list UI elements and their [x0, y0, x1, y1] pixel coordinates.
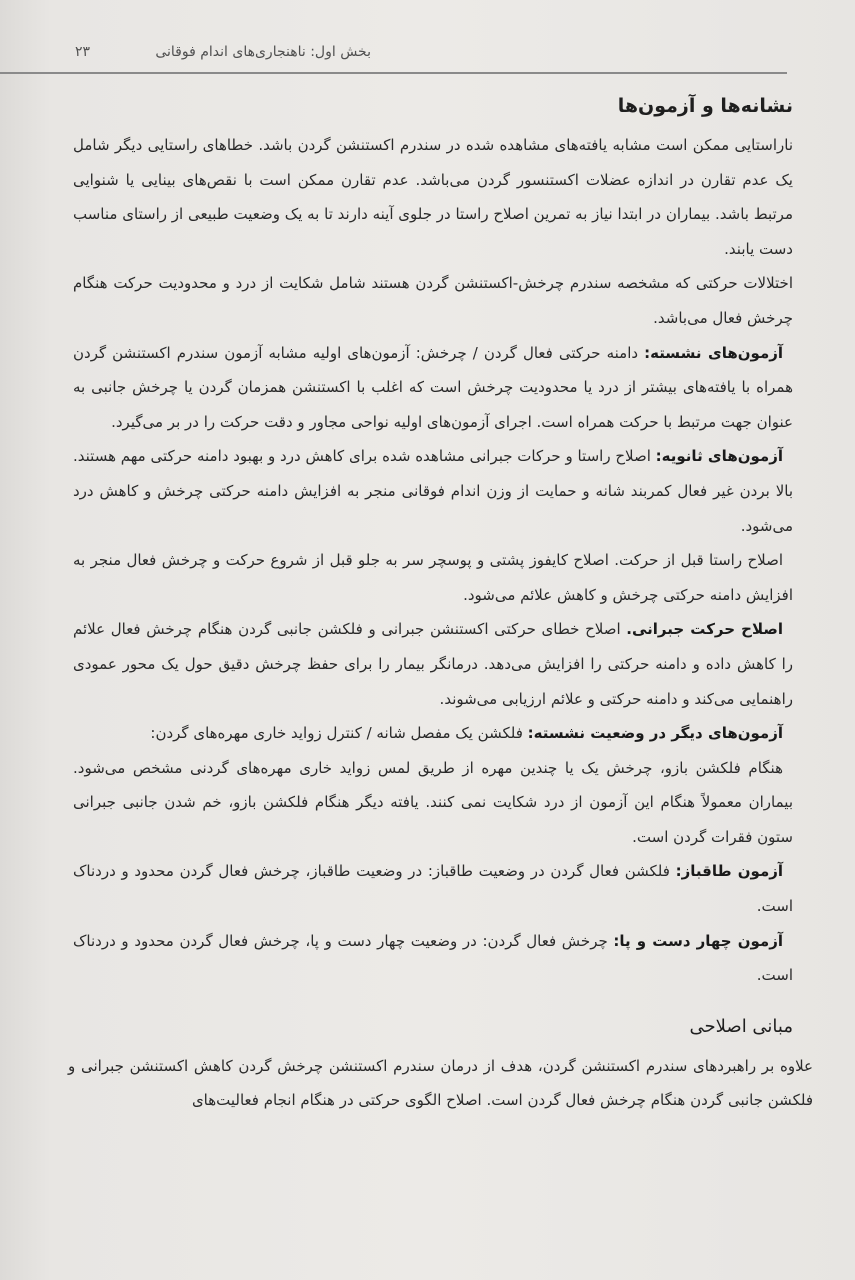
term-supine-test: آزمون طاقباز:: [675, 862, 784, 881]
paragraph-corrective-principles: علاوه بر راهبردهای سندرم اکستنشن گردن، هدف از درمان سندرم اکستنشن چرخش گردن کاهش اکستنشن جبرانی و فلکشن جانبی گردن هنگام چرخش فعال گردن است. اصلاح الگوی حرکتی در هنگام انجام فعالیت‌های: [68, 1056, 813, 1110]
text-sitting-tests: دامنه حرکتی فعال گردن / چرخش: آزمون‌های اولیه مشابه آزمون سندرم اکستنشن گردن همراه با یافته‌های بیشتر از درد یا محدودیت چرخش است که اغلب با اکستنشن همزمان گردن یا چرخش جانبی به عنوان جهت مرتبط با حرکت همراه است. اجرای آزمون‌های اولیه نواحی مجاور و دقت حرکت را در بر می‌گیرد.: [73, 343, 793, 431]
text-supine-test: فلکشن فعال گردن در وضعیت طاقباز: در وضعیت طاقباز، چرخش فعال گردن محدود و دردناک است.: [73, 862, 793, 916]
section-title: بخش اول: ناهنجاری‌های اندام فوقانی: [155, 44, 371, 60]
text-secondary-tests: اصلاح راستا و حرکات جبرانی مشاهده شده برای کاهش درد و بهبود دامنه حرکتی مهم هستند. بالا بردن غیر فعال کمربند شانه و حمایت از وزن اندام فوقانی منجر به افزایش دامنه حرکتی چرخش و کاهش درد می‌شود.: [73, 447, 793, 535]
term-compensatory-movement: اصلاح حرکت جبرانی.: [626, 620, 784, 639]
paragraph-movement-impairments: اختلالات حرکتی که مشخصه سندرم چرخش-اکستنشن گردن هستند شامل شکایت از درد و محدودیت حرکت هنگام چرخش فعال می‌باشد.: [73, 274, 793, 327]
paragraph-malalignment: ناراستایی ممکن است مشابه یافته‌های مشاهده شده در سندرم اکستنشن گردن باشد. خطاهای راستایی دیگر شامل یک عدم تقارن در اندازه عضلات اکستنسور گردن می‌باشد. عدم تقارن ممکن است با نقص‌های بینایی یا شنوایی مرتبط باشد. بیماران در ابتدا نیاز به تمرین اصلاح راستا در جلوی آینه دارند تا به یک وضعیت طبیعی از راستای مناسب دست یابند.: [73, 136, 793, 258]
term-sitting-tests: آزمون‌های نشسته:: [644, 343, 784, 362]
text-other-sitting-tests: فلکشن یک مفصل شانه / کنترل زواید خاری مهره‌های گردن:: [150, 724, 528, 743]
header-divider: [0, 72, 787, 74]
paragraph-quadruped-test: [73, 924, 793, 993]
text-quadruped-test: چرخش فعال گردن: در وضعیت چهار دست و پا، چرخش فعال گردن محدود و دردناک است.: [73, 931, 793, 985]
heading-corrective-principles: مبانی اصلاحی: [689, 1015, 793, 1037]
term-quadruped-test: آزمون چهار دست و پا:: [613, 931, 783, 950]
paragraph-supine-test: [73, 854, 793, 923]
paragraph-sitting-tests: [73, 336, 793, 440]
paragraph-compensatory-movement: [73, 612, 793, 716]
term-other-sitting-tests: آزمون‌های دیگر در وضعیت نشسته:: [527, 724, 783, 743]
paragraph-alignment-correction: اصلاح راستا قبل از حرکت. اصلاح کایفوز پشتی و پوسچر سر به جلو قبل از شروع حرکت و چرخش فعال منجر به افزایش دامنه حرکتی چرخش و کاهش علائم می‌شود.: [73, 551, 793, 604]
page-body: [68, 86, 813, 1118]
page-number: ۲۳: [75, 44, 91, 60]
text-compensatory-movement: اصلاح خطای حرکتی اکستنشن جبرانی و فلکشن جانبی گردن هنگام چرخش فعال علائم را کاهش داده و دامنه حرکتی را افزایش می‌دهد. درمانگر بیمار را برای حفظ چرخش دقیق حول یک محور عمودی راهنمایی می‌کند و دامنه حرکتی و علائم ارزیابی می‌شوند.: [73, 620, 793, 708]
paragraph-arm-flexion: هنگام فلکشن بازو، چرخش یک یا چندین مهره از طریق لمس زواید خاری مهره‌های گردنی مشخص می‌شود. بیماران معمولاً هنگام این آزمون از درد شکایت نمی کنند. یافته دیگر هنگام فلکشن بازو، خم شدن جانبی جبرانی ستون فقرات گردن است.: [73, 758, 793, 846]
heading-signs-and-tests: نشانه‌ها و آزمون‌ها: [617, 95, 793, 117]
term-secondary-tests: آزمون‌های ثانویه:: [655, 447, 783, 466]
running-header: [75, 40, 371, 70]
paragraph-other-sitting-tests: [73, 716, 793, 751]
paragraph-secondary-tests: [73, 439, 793, 543]
